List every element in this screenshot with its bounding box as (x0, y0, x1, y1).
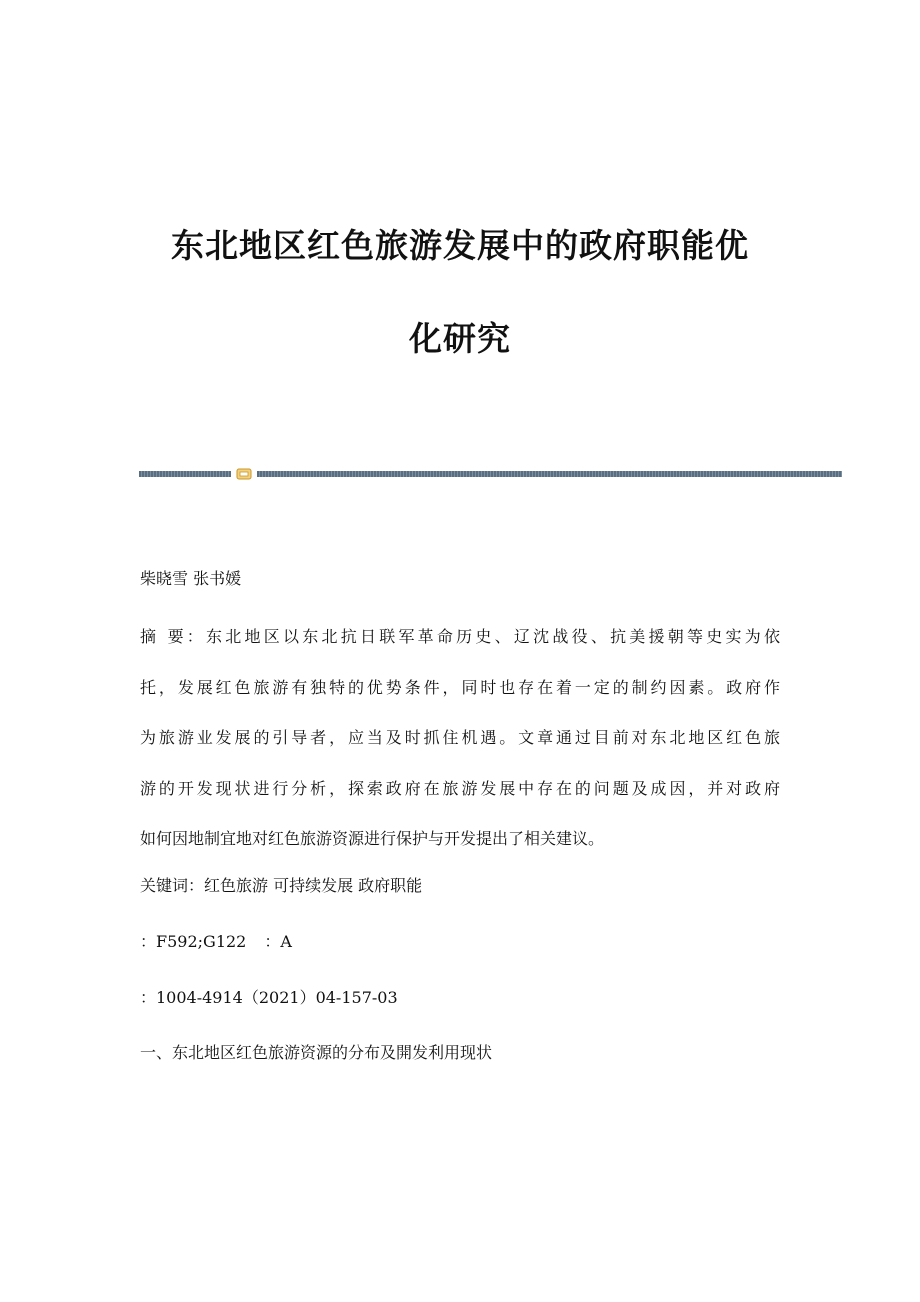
paper-title-line-1: 东北地区红色旅游发展中的政府职能优 (171, 226, 749, 265)
divider-bar-left (139, 471, 231, 477)
paper-title-line-2: 化研究 (409, 319, 511, 358)
clc-number: ：F592;G122 (140, 932, 247, 951)
keywords: 关键词：红色旅游 可持续发展 政府职能 (140, 876, 423, 895)
classification-line (140, 932, 780, 952)
abstract-line-3: 为旅游业发展的引导者，应当及时抓住机遇。文章通过目前对东北地区红色旅 (140, 728, 780, 747)
abstract-line-5: 如何因地制宜地对红色旅游资源进行保护与开发提出了相关建议。 (140, 829, 605, 848)
title-divider (139, 468, 842, 480)
abstract-line-1 (140, 627, 780, 647)
abstract-text-1: 东北地区以东北抗日联军革命历史、辽沈战役、抗美援朝等史实为依 (206, 627, 780, 646)
abstract-label: 摘 要： (140, 627, 207, 646)
issn-line: ：1004-4914（2021）04-157-03 (140, 988, 398, 1007)
document-code: ：A (264, 932, 292, 951)
authors: 柴晓雪 张书媛 (140, 569, 242, 588)
abstract (140, 627, 780, 880)
abstract-line-2: 托，发展红色旅游有独特的优势条件，同时也存在着一定的制约因素。政府作 (140, 677, 780, 697)
abstract-line-4: 游的开发现状进行分析，探索政府在旅游发展中存在的问题及成因，并对政府 (140, 778, 780, 798)
divider-ornament-icon (236, 468, 252, 480)
section-heading: 一、东北地区红色旅游资源的分布及開发利用现状 (140, 1043, 493, 1062)
divider-bar-right (257, 471, 842, 477)
